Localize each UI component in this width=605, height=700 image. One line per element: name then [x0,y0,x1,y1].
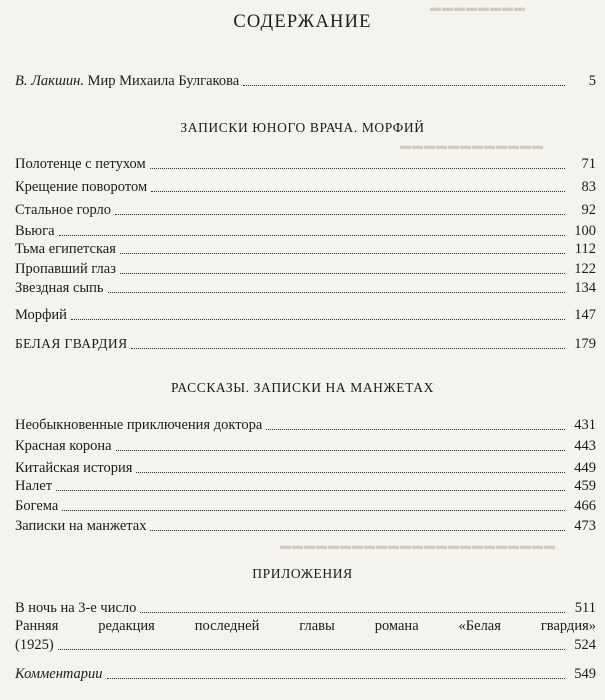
toc-entry[interactable] [15,258,596,278]
dot-leader [140,612,565,613]
toc-entry[interactable] [15,153,596,173]
page-title: СОДЕРЖАНИЕ [233,12,372,32]
toc-entry[interactable] [15,414,596,434]
dot-leader [150,168,565,169]
entry-title: Записки на манжетах [15,518,147,534]
bleed-through-text: ▬▬▬▬▬▬▬▬▬▬▬▬▬▬▬▬▬▬▬▬▬▬▬ [280,540,556,552]
toc-entry[interactable] [15,435,596,455]
entry-title: Полотенце с петухом [15,156,146,172]
entry-title: Пропавший глаз [15,261,116,277]
entry-title: Необыкновенные приключения доктора [15,417,263,433]
entry-title: Комментарии [15,666,103,682]
page-number: 100 [574,223,596,239]
bleed-through-text: ▬▬▬▬▬▬▬▬▬▬▬▬ [400,140,544,152]
toc-entry[interactable] [15,515,596,535]
toc-entry[interactable] [15,304,596,324]
page-number: 179 [574,336,596,352]
page-number: 549 [574,666,596,682]
page-number: 83 [581,179,596,195]
toc-entry[interactable] [15,333,596,353]
dot-leader [107,678,565,679]
toc-entry[interactable] [15,663,596,683]
dot-leader [151,191,565,192]
page-number: 511 [574,600,596,616]
entry-title: Стальное горло [15,202,112,218]
entry-title: Налет [15,478,53,494]
intro-author: В. Лакшин. [15,73,84,89]
dot-leader [108,292,565,293]
entry-title: Звездная сыпь [15,280,104,296]
page-number: 459 [574,478,596,494]
toc-entry[interactable] [15,597,596,617]
toc-entry[interactable] [15,176,596,196]
entry-title: Вьюга [15,223,55,239]
dot-leader [120,273,565,274]
entry-title: (1925) [15,637,54,653]
entry-title: Морфий [15,307,67,323]
page-number: 5 [588,73,596,89]
dot-leader [136,472,565,473]
entry-title: В ночь на 3-е число [15,600,137,616]
page-number: 112 [574,241,596,257]
dot-leader [120,253,565,254]
dot-leader [243,85,565,86]
entry-title: Красная корона [15,438,112,454]
dot-leader [56,490,565,491]
dot-leader [115,214,565,215]
page-number: 122 [574,261,596,277]
toc-entry[interactable] [15,475,596,495]
toc-entry[interactable] [15,634,596,654]
dot-leader [116,450,565,451]
toc-entry[interactable] [15,220,596,240]
section-heading: ПРИЛОЖЕНИЯ [252,566,353,581]
dot-leader [131,348,565,349]
page-number: 443 [574,438,596,454]
page-number: 524 [574,637,596,653]
toc-entry[interactable] [15,277,596,297]
bleed-through-text: ▬▬▬▬▬▬▬▬ [430,2,526,14]
entry-title: Крещение поворотом [15,179,148,195]
intro-title: Мир Михаила Булгакова [87,73,240,89]
dot-leader [150,530,565,531]
entry-title: Китайская история [15,460,133,476]
page-number: 147 [574,307,596,323]
toc-entry-intro[interactable] [15,70,596,90]
page-number: 466 [574,498,596,514]
entry-title: БЕЛАЯ ГВАРДИЯ [15,336,128,351]
toc-entry-wrapped-title-line1: Ранняя редакция последней главы романа «Белая гвардия» [15,618,596,634]
page-number: 71 [581,156,596,172]
section-heading: РАССКАЗЫ. ЗАПИСКИ НА МАНЖЕТАХ [171,380,434,395]
toc-entry[interactable] [15,199,596,219]
dot-leader [59,235,566,236]
page-number: 92 [581,202,596,218]
dot-leader [62,510,565,511]
page-number: 431 [574,417,596,433]
dot-leader [58,649,565,650]
entry-title: Богема [15,498,59,514]
entry-title: Тьма египетская [15,241,116,257]
page-number: 134 [574,280,596,296]
dot-leader [71,319,565,320]
page-number: 473 [574,518,596,534]
section-heading: ЗАПИСКИ ЮНОГО ВРАЧА. МОРФИЙ [180,120,425,135]
page-number: 449 [574,460,596,476]
dot-leader [266,429,565,430]
toc-entry[interactable] [15,495,596,515]
toc-entry[interactable] [15,457,596,477]
toc-entry[interactable] [15,238,596,258]
